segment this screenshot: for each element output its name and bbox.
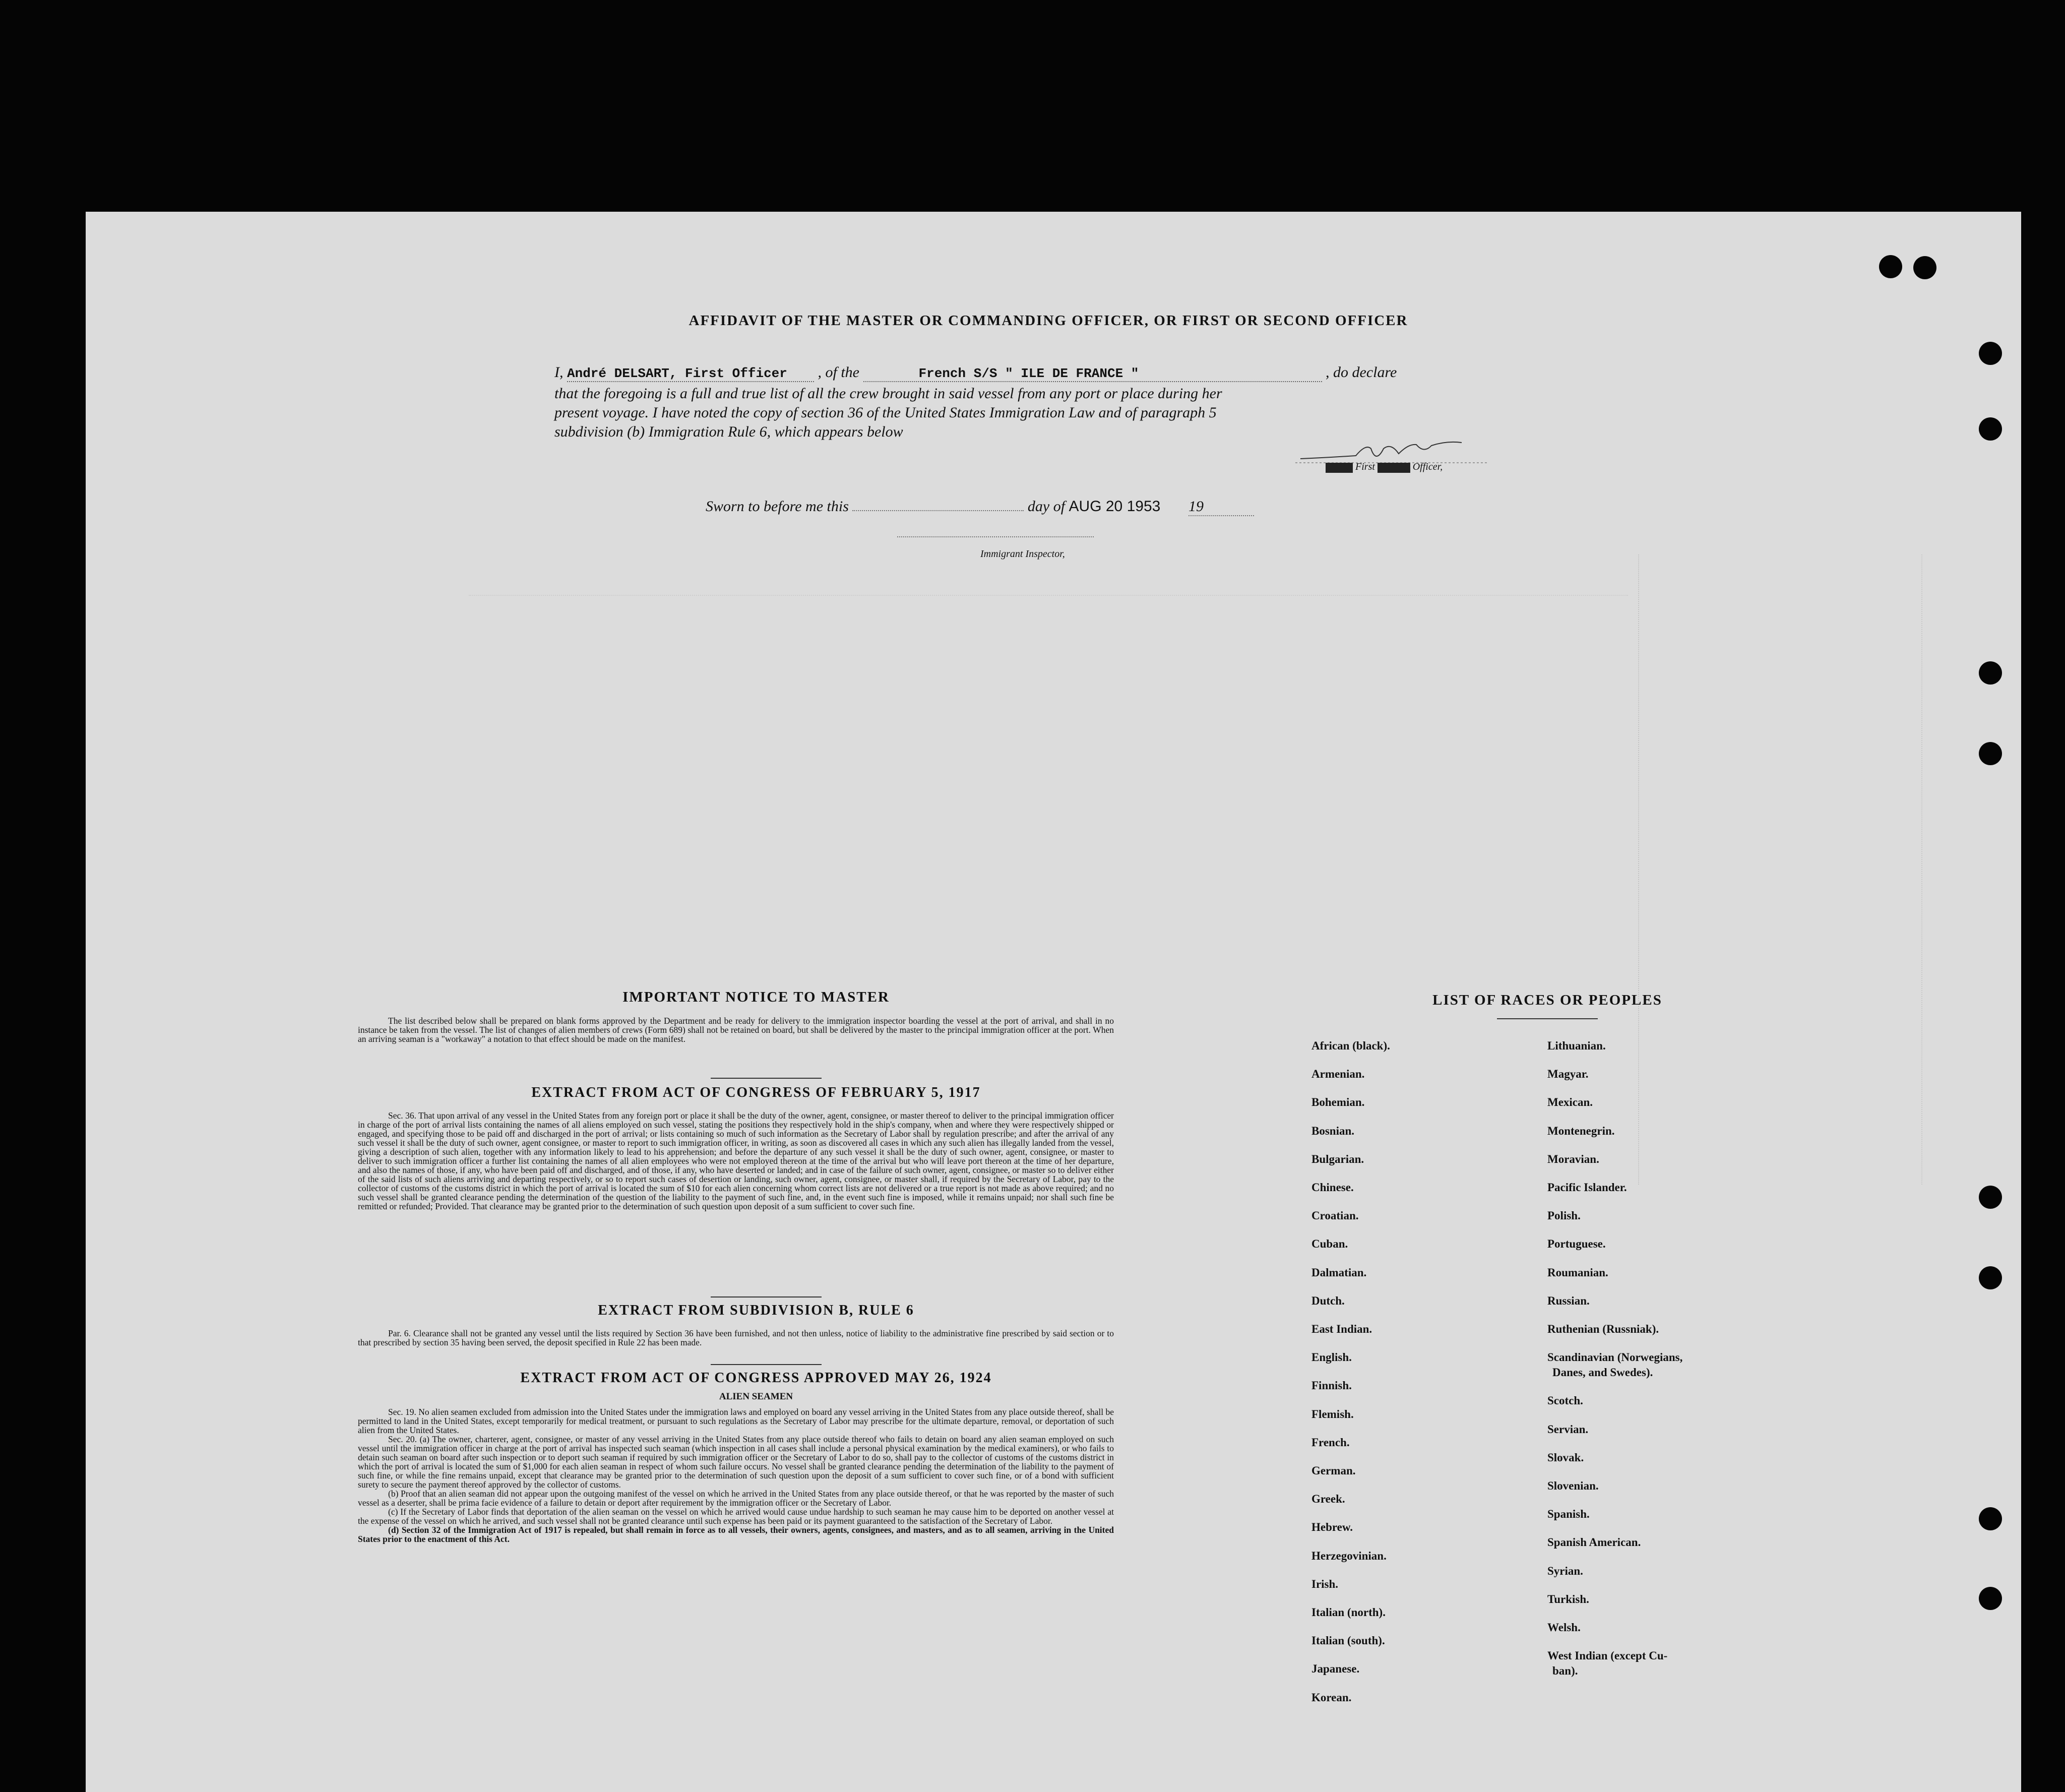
- inspector-signature-line: [897, 536, 1094, 537]
- subdivision-b-text: [358, 1329, 1114, 1347]
- signature-caption: [1326, 461, 1443, 473]
- race-item: Scandinavian (Norwegians,: [1547, 1351, 1683, 1364]
- sec-20d-paragraph: (d) Section 32 of the Immigration Act of 1917 is repealed, but shall remain in force as to all vessels, their owners, agents, consignees, and masters, and as to all seamen, arriving in the United States prior to the enactment of this Act.: [358, 1525, 1114, 1544]
- punch-hole: [1979, 1186, 2002, 1209]
- punch-hole: [1979, 1587, 2002, 1610]
- sec-20c-paragraph: (c) If the Secretary of Labor finds that deportation of the alien seaman on the vessel on which he arrived would cause undue hardship to such seaman he may cause him to be deported on another vessel at the expense of the vessel on which he arrived, and such vessel shall not be granted clearance until such expense has been paid or its payment guaranteed to the satisfaction of the Secretary of Labor.: [358, 1507, 1114, 1526]
- of-the-text: , of the: [818, 364, 859, 381]
- extract-1917-text: [358, 1111, 1114, 1211]
- affidavit-title: AFFIDAVIT OF THE MASTER OR COMMANDING OFFICER, OR FIRST OR SECOND OFFICER: [689, 313, 1408, 329]
- race-item: French.: [1311, 1436, 1350, 1449]
- race-item: Ruthenian (Russniak).: [1547, 1323, 1659, 1335]
- race-item: East Indian.: [1311, 1323, 1372, 1335]
- race-item: Montenegrin.: [1547, 1124, 1615, 1137]
- race-item: Russian.: [1547, 1294, 1590, 1307]
- signature-caption-first: First: [1355, 461, 1375, 472]
- race-item: Moravian.: [1547, 1152, 1599, 1165]
- race-item: Syrian.: [1547, 1564, 1583, 1577]
- punch-hole: [1979, 1266, 2002, 1289]
- race-item: Welsh.: [1547, 1621, 1581, 1634]
- extract-1917-title: EXTRACT FROM ACT OF CONGRESS OF FEBRUARY 5, 1917: [531, 1085, 981, 1100]
- sec-20a-paragraph: Sec. 20. (a) The owner, charterer, agent, consignee, or master of any vessel arriving in the United States from any place outside thereof who fails to detain on board any alien seaman employed on such vessel until the immigration officer in charge at the port of arrival has inspected such seaman (which inspection in all cases shall include a personal physical examination by the medical examiners), or who fails to detain such seaman on board after such inspection or to deport such seaman if required by such immigration officer or the Secretary of Labor to do so, shall pay to the collector of customs of the customs district in which the port of arrival is located the sum of $1,000 for each alien seaman in respect of whom such failure occurs. No vessel shall be granted clearance pending the determination of the liability to the payment of such fine, or while the fine remains unpaid, except that clearance may be granted prior to the determination of such question upon the deposit of a sum sufficient to cover such fine, or of a bond with sufficient surety to secure the payment thereof approved by the collector of customs.: [358, 1434, 1114, 1490]
- document-sheet: [86, 212, 2021, 1792]
- notice-text: [358, 1016, 1114, 1043]
- race-item: Korean.: [1311, 1691, 1352, 1704]
- race-item: Dalmatian.: [1311, 1266, 1367, 1279]
- punch-hole: [1879, 255, 1902, 278]
- race-item: Hebrew.: [1311, 1521, 1353, 1534]
- punch-hole: [1979, 1507, 2002, 1530]
- race-item: Lithuanian.: [1547, 1039, 1606, 1052]
- punch-hole: [1979, 417, 2002, 441]
- punch-hole: [1979, 742, 2002, 765]
- race-item: Irish.: [1311, 1577, 1339, 1590]
- race-item: Slovak.: [1547, 1451, 1584, 1464]
- race-item: Chinese.: [1311, 1181, 1354, 1194]
- race-item: Flemish.: [1311, 1407, 1354, 1420]
- alien-seamen-subtitle: ALIEN SEAMEN: [719, 1391, 793, 1402]
- race-item: Finnish.: [1311, 1379, 1352, 1392]
- race-item: Polish.: [1547, 1209, 1581, 1222]
- extract-1924-title: EXTRACT FROM ACT OF CONGRESS APPROVED MAY 26, 1924: [520, 1370, 992, 1386]
- subdivision-b-paragraph: Par. 6. Clearance shall not be granted any vessel until the lists required by Section 36 have been furnished, and not then unless, notice of liability to the administrative fine prescribed by said section or to that prescribed by section 35 having been served, the deposit specified in Rule 22 has been made.: [358, 1328, 1114, 1347]
- do-declare-text: , do declare: [1326, 364, 1397, 381]
- race-item: English.: [1311, 1351, 1352, 1364]
- punch-hole: [1913, 256, 1936, 279]
- year-prefix: 19: [1188, 498, 1254, 516]
- race-item: Cuban.: [1311, 1238, 1348, 1251]
- struck-out-text: XXXXXX: [1377, 463, 1410, 473]
- sworn-line: [706, 498, 1254, 516]
- race-item: Scotch.: [1547, 1394, 1583, 1407]
- race-item: Armenian.: [1311, 1068, 1365, 1081]
- vessel-name: French S/S " ILE DE FRANCE ": [863, 366, 1322, 382]
- race-item: Mexican.: [1547, 1096, 1593, 1109]
- extract-1917-paragraph: Sec. 36. That upon arrival of any vessel in the United States from any foreign port or place it shall be the duty of the owner, agent, consignee, or master thereof to deliver to the principal immigration officer in charge of the port of arrival lists containing the names of all aliens employed on such vessel, stating the positions they respectively hold in the ship's company, when and where they were respectively shipped or engaged, and specifying those to be paid off and discharged in the port of arrival; or lists containing so much of such information as the Secretary of Labor shall by regulation prescribe; and after the arrival of any such vessel it shall be the duty of such owner, agent consignee, or master to report to such immigration officer, in writing, as soon as discovered all cases in which any such alien has illegally landed from the vessel, giving a description of such alien, together with any information likely to lead to his apprehension; and before the departure of any such vessel it shall be the duty of such owner, agent, consignee, or master to deliver to such immigration officer a further list containing the names of all alien employees who were not employed thereon at the time of the arrival but who will leave port thereon at the time of her departure, and also the names of those, if any, who have been paid off and discharged, and of those, if any, who have deserted or landed; and in case of the failure of such owner, agent, consignee, or master so to deliver either of the said lists of such aliens arriving and departing respectively, or so to report such cases of desertion or landing, such owner, agent, consignee, or master shall, if required by the Secretary of Labor, pay to the collector of customs of the customs district in which the port of arrival is located the sum of $10 for each alien concerning whom correct lists are not delivered or a true report is not made as above required; and no such vessel shall be granted clearance pending the determination of the question of the liability to the payment of such fine, and, in the event such fine is imposed, while it remains unpaid; nor shall such fine be remitted or refunded; Provided. That clearance may be granted prior to the determination of such question upon deposit of a sum sufficient to cover such fine.: [358, 1110, 1114, 1211]
- officer-name: André DELSART, First Officer: [567, 366, 814, 382]
- race-item: Herzegovinian.: [1311, 1549, 1387, 1562]
- bleed-through-marks: [1638, 554, 1922, 1185]
- affidavit-line-1: [554, 364, 1588, 382]
- race-item: Danes, and Swedes).: [1552, 1366, 1653, 1379]
- subdivision-b-title: EXTRACT FROM SUBDIVISION B, RULE 6: [598, 1303, 914, 1318]
- race-item: Spanish.: [1547, 1508, 1590, 1521]
- affidavit-i: I,: [554, 364, 564, 381]
- affidavit-body-line: that the foregoing is a full and true list of all the crew brought in said vessel from any port or place during her: [554, 385, 1222, 402]
- signature-caption-officer: Officer,: [1412, 461, 1443, 472]
- affidavit-body-line: subdivision (b) Immigration Rule 6, which appears below: [554, 423, 903, 440]
- race-item: Slovenian.: [1547, 1479, 1599, 1492]
- section-divider: [711, 1364, 822, 1365]
- date-stamp: AUG 20 1953: [1069, 498, 1161, 515]
- race-item: Croatian.: [1311, 1209, 1359, 1222]
- race-item: Dutch.: [1311, 1294, 1345, 1307]
- race-item: African (black).: [1311, 1039, 1390, 1052]
- race-item: Japanese.: [1311, 1662, 1360, 1676]
- day-of-text: day of: [1027, 498, 1066, 515]
- punch-hole: [1979, 661, 2002, 685]
- affidavit-body: [554, 384, 1588, 442]
- punch-hole: [1979, 342, 2002, 365]
- races-title-underline: [1497, 1018, 1598, 1019]
- sec-19-paragraph: Sec. 19. No alien seamen excluded from admission into the United States under the immigration laws and employed on board any vessel arriving in the United States from any place outside thereof, shall be permitted to land in the United States, except temporarily for medical treatment, or pursuant to such regulations as the Secretary of Labor may prescribe for the ultimate departure, removal, or deportation of such alien from the United States.: [358, 1407, 1114, 1435]
- sworn-blank: [852, 510, 1024, 511]
- race-item: Italian (south).: [1311, 1634, 1385, 1647]
- race-item: Bosnian.: [1311, 1124, 1355, 1137]
- notice-title: IMPORTANT NOTICE TO MASTER: [622, 989, 890, 1005]
- race-item: Pacific Islander.: [1547, 1181, 1627, 1194]
- race-item: German.: [1311, 1464, 1356, 1477]
- inspector-label: Immigrant Inspector,: [980, 548, 1065, 560]
- affidavit-body-line: present voyage. I have noted the copy of section 36 of the United States Immigration Law and of paragraph 5: [554, 404, 1217, 421]
- races-title: LIST OF RACES OR PEOPLES: [1432, 992, 1662, 1008]
- race-item: Bulgarian.: [1311, 1152, 1364, 1165]
- notice-paragraph: The list described below shall be prepared on blank forms approved by the Department and be ready for delivery to the immigration inspector boarding the vessel at the port of arrival, and shall in no instance be taken from the vessel. The list of changes of alien members of crews (Form 689) shall not be retained on board, but shall be delivered by the master to the principal immigration officer at the port. When an arriving seaman is a "workaway" a notation to that effect should be made on the manifest.: [358, 1016, 1114, 1044]
- race-item: Servian.: [1547, 1423, 1589, 1436]
- race-item: West Indian (except Cu-: [1547, 1649, 1668, 1662]
- race-item: Spanish American.: [1547, 1536, 1641, 1549]
- race-item: Roumanian.: [1547, 1266, 1608, 1279]
- sworn-text: Sworn to before me this: [706, 498, 849, 515]
- race-item: Greek.: [1311, 1493, 1345, 1506]
- section-divider: [711, 1296, 822, 1297]
- race-item: Magyar.: [1547, 1068, 1589, 1081]
- extract-1924-text: [358, 1407, 1114, 1543]
- race-item: Turkish.: [1547, 1592, 1589, 1605]
- struck-out-text: XXXXX: [1326, 463, 1353, 473]
- race-item: Portuguese.: [1547, 1238, 1606, 1251]
- sec-20b-paragraph: (b) Proof that an alien seaman did not appear upon the outgoing manifest of the vessel on which he arrived in the United States from any place outside thereof, or that he was reported by the master of such vessel as a deserter, shall be prima facie evidence of a failure to detain or deport after requirement by the immigration officer or the Secretary of Labor.: [358, 1489, 1114, 1508]
- section-divider: [711, 1078, 822, 1079]
- race-item: ban).: [1552, 1664, 1578, 1678]
- race-item: Bohemian.: [1311, 1096, 1365, 1109]
- race-item: Italian (north).: [1311, 1606, 1386, 1619]
